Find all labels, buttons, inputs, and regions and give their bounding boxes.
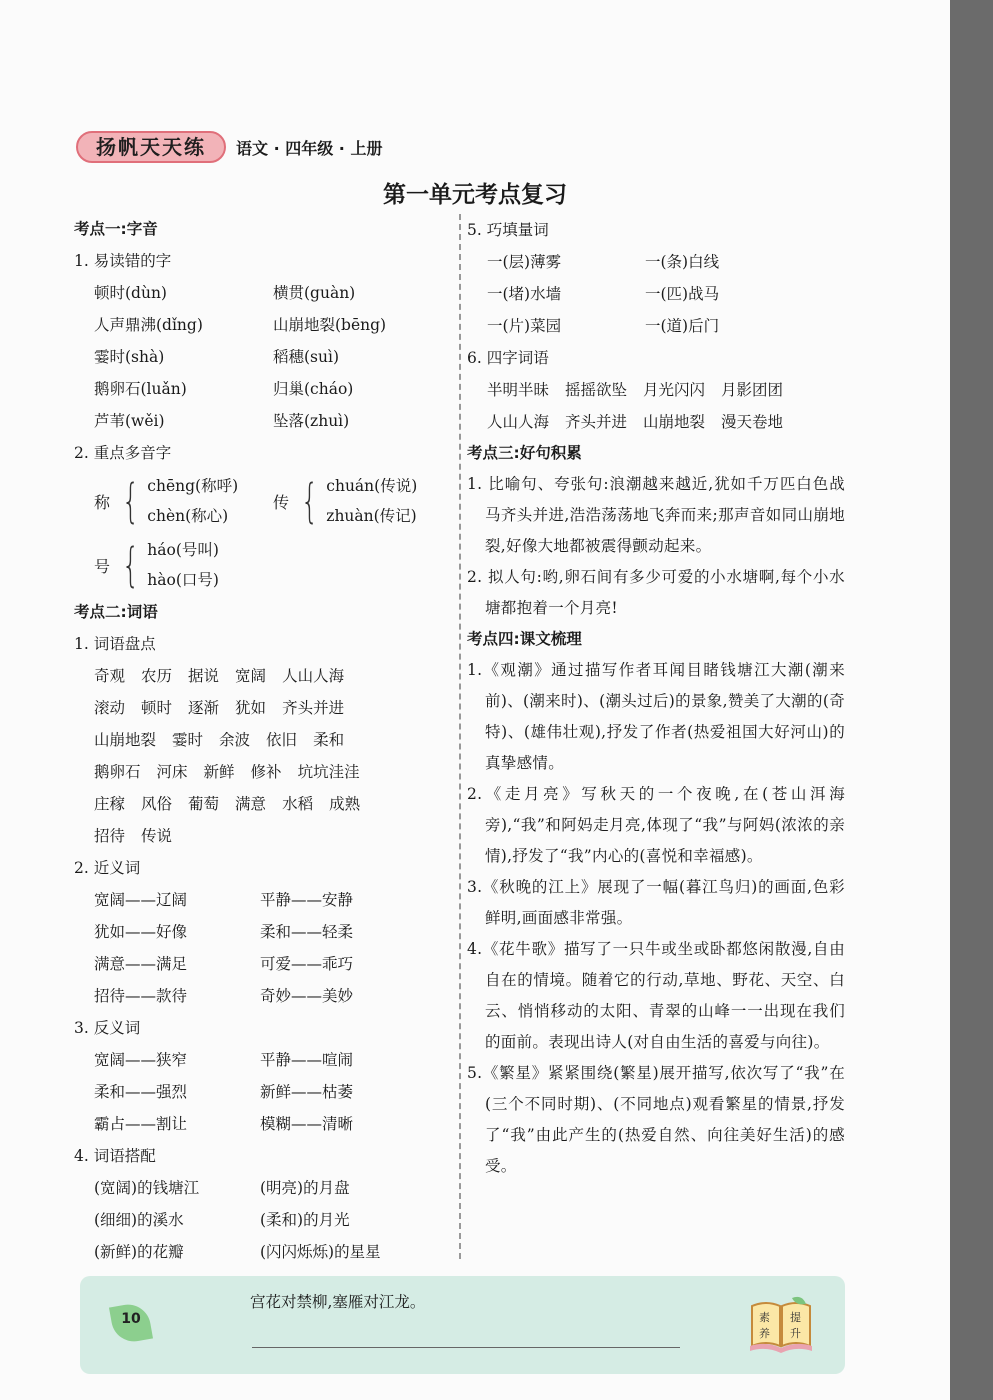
text-summary: 4.《花牛歌》描写了一只牛或坐或卧都悠闲散漫,自由自在的情境。随着它的行动,草地、野花、天空、白云、悄悄移动的太阳、青翠的山峰一一出现在我们的面前。表现出诗人(对自由生活的喜爱与向往)。 [467,940,845,1051]
subsection-heading: 6. 四字词语 [467,349,549,367]
book-text: 素 [759,1311,770,1324]
book-text: 养 [759,1327,770,1340]
subsection-heading: 4. 词语搭配 [74,1147,156,1165]
synonym-row [74,948,452,980]
pron-item: 鹅卵石(luǎn) [94,380,187,398]
polyphone-group [273,469,452,533]
pron-item: 顿时(dùn) [94,284,167,302]
pron-item: 山崩地裂(bēng) [273,316,387,334]
antonym-pair: 柔和——强烈 [94,1083,188,1101]
word: 农历 [141,667,173,685]
word-row [74,756,452,788]
antonym-row [74,1076,452,1108]
word: 逐渐 [188,699,220,717]
collocation: (宽阔)的钱塘江 [94,1179,200,1197]
synonym-row [74,980,452,1012]
word-row [74,820,452,852]
collocation: (明亮)的月盘 [260,1179,350,1197]
collocation-row [74,1204,452,1236]
word: 滚动 [94,699,126,717]
page-number: 10 [121,1311,141,1327]
pron-item: 稻穗(suì) [273,348,339,366]
book-spine [950,0,993,1400]
idiom-row [467,406,845,438]
pron-item: 霎时(shà) [94,348,165,366]
quantifier-row [467,310,845,342]
polyphone-char: 称 [94,492,111,512]
footer-quote: 宫花对禁柳,塞雁对江龙。 [250,1293,426,1311]
synonym-pair: 犹如——好像 [94,923,188,941]
antonym-pair: 宽阔——狭窄 [94,1051,188,1069]
collocation: (闪闪烁烁)的星星 [260,1243,381,1261]
word: 葡萄 [188,795,220,813]
synonym-pair: 柔和——轻柔 [260,923,354,941]
pron-row [74,373,452,405]
antonym-pair: 平静——喧闹 [260,1051,354,1069]
subsection-heading: 1. 词语盘点 [74,635,156,653]
reading: zhuàn(传记) [326,507,417,525]
pron-item: 坠落(zhuì) [273,412,350,430]
left-column [74,214,452,1268]
idiom: 月光闪闪 [643,381,706,399]
text-summary: 5.《繁星》紧紧围绕(繁星)展开描写,依次写了“我”在(三个不同时期)、(不同地点)观看繁星的情景,抒发了“我”由此产生的(热爱自然、向往美好生活)的感受。 [467,1064,845,1175]
word: 水稻 [282,795,314,813]
polyphone-group [74,533,452,597]
word-row [74,788,452,820]
word: 齐头并进 [282,699,345,717]
word: 奇观 [94,667,126,685]
word: 依旧 [266,731,298,749]
section-heading: 考点三:好句积累 [467,444,582,462]
writing-line [252,1347,680,1348]
word: 鹅卵石 [94,763,141,781]
footer-panel [80,1276,845,1374]
collocation: (柔和)的月光 [260,1211,350,1229]
pron-item: 芦苇(wěi) [94,412,165,430]
word-row [74,692,452,724]
antonym-pair: 新鲜——枯萎 [260,1083,354,1101]
brace-glyph: { [121,538,140,592]
word-row [74,724,452,756]
collocation: (细细)的溪水 [94,1211,184,1229]
reading: chèn(称心) [147,507,229,525]
pron-row [74,309,452,341]
reading: chēng(称呼) [147,477,239,495]
brand-badge: 扬帆天天练 [76,131,226,163]
polyphone-char: 号 [94,556,111,576]
antonym-row [74,1044,452,1076]
antonym-pair: 模糊——清晰 [260,1115,354,1133]
subsection-heading: 2. 重点多音字 [74,444,172,462]
word: 霎时 [172,731,204,749]
word: 招待 [94,827,126,845]
word: 山崩地裂 [94,731,157,749]
quantifier-item: 一(条)白线 [645,253,720,271]
idiom: 人山人海 [487,413,550,431]
pron-item: 归巢(cháo) [273,380,354,398]
polyphone-pair [74,469,452,533]
subsection-heading: 2. 近义词 [74,859,141,877]
reading: háo(号叫) [147,541,219,559]
idiom: 山崩地裂 [643,413,706,431]
brace-glyph: { [300,474,319,528]
pron-row [74,341,452,373]
idiom: 漫天卷地 [721,413,784,431]
quantifier-row [467,246,845,278]
synonym-pair: 可爱——乖巧 [260,955,354,973]
word: 顿时 [141,699,173,717]
collocation-row [74,1172,452,1204]
word: 犹如 [235,699,267,717]
quantifier-item: 一(层)薄雾 [487,253,562,271]
antonym-row [74,1108,452,1140]
synonym-row [74,884,452,916]
word: 人山人海 [282,667,345,685]
brace-glyph: { [121,474,140,528]
quantifier-item: 一(片)菜园 [487,317,562,335]
quantifier-item: 一(道)后门 [645,317,720,335]
quantifier-row [467,278,845,310]
pron-row [74,277,452,309]
word: 修补 [250,763,282,781]
synonym-pair: 奇妙——美妙 [260,987,354,1005]
pron-item: 横贯(guàn) [273,284,356,302]
text-summary: 3.《秋晚的江上》展现了一幅(暮江鸟归)的画面,色彩鲜明,画面感非常强。 [467,878,845,927]
synonym-pair: 平静——安静 [260,891,354,909]
word: 河床 [156,763,188,781]
word: 余波 [219,731,251,749]
sentence-personification: 2. 拟人句:哟,卵石间有多少可爱的小水塘啊,每个小水塘都抱着一个月亮! [467,568,845,617]
subsection-heading: 3. 反义词 [74,1019,141,1037]
reading: chuán(传说) [326,477,418,495]
word-row [74,660,452,692]
reading: hào(口号) [147,571,219,589]
word: 风俗 [141,795,173,813]
sentence-simile: 1. 比喻句、夸张句:浪潮越来越近,犹如千万匹白色战马齐头并进,浩浩荡荡地飞奔而来;那声音如同山崩地裂,好像大地都被震得颤动起来。 [467,475,845,555]
word: 坑坑洼洼 [297,763,360,781]
collocation-row [74,1236,452,1268]
text-summary: 1.《观潮》通过描写作者耳闻目睹钱塘江大潮(潮来前)、(潮来时)、(潮头过后)的景象,赞美了大潮的(奇特)、(雄伟壮观),抒发了作者(热爱祖国大好河山)的真挚感情。 [467,661,845,772]
word: 成熟 [329,795,361,813]
pron-item: 人声鼎沸(dǐng) [94,316,203,334]
idiom: 摇摇欲坠 [565,381,628,399]
book-text: 提 [790,1311,801,1324]
word: 柔和 [313,731,345,749]
synonym-pair: 招待——款待 [94,987,188,1005]
idiom: 月影团团 [721,381,784,399]
section-heading: 考点一:字音 [74,220,158,238]
section-heading: 考点二:词语 [74,603,158,621]
synonym-row [74,916,452,948]
word: 新鲜 [203,763,235,781]
polyphone-char: 传 [273,492,290,512]
word: 传说 [141,827,173,845]
polyphone-group [94,469,273,533]
right-column [467,214,845,1182]
word: 据说 [188,667,220,685]
quantifier-item: 一(堵)水墙 [487,285,562,303]
text-summary: 2.《走月亮》写秋天的一个夜晚,在(苍山洱海旁),“我”和阿妈走月亮,体现了“我”与阿妈(浓浓的亲情),抒发了“我”内心的(喜悦和幸福感)。 [467,785,845,865]
subsection-heading: 1. 易读错的字 [74,252,172,270]
section-heading: 考点四:课文梳理 [467,630,582,648]
subject-label: 语文 · 四年级 · 上册 [236,139,383,158]
subsection-heading: 5. 巧填量词 [467,221,549,239]
idiom: 齐头并进 [565,413,628,431]
synonym-pair: 宽阔——辽阔 [94,891,188,909]
idiom-row [467,374,845,406]
page-title: 第一单元考点复习 [383,182,567,208]
column-divider [459,214,461,1259]
word: 宽阔 [235,667,267,685]
open-book-icon [746,1296,816,1354]
collocation: (新鲜)的花瓣 [94,1243,184,1261]
word: 满意 [235,795,267,813]
idiom: 半明半昧 [487,381,550,399]
word: 庄稼 [94,795,126,813]
pron-row [74,405,452,437]
antonym-pair: 霸占——割让 [94,1115,188,1133]
synonym-pair: 满意——满足 [94,955,188,973]
quantifier-item: 一(匹)战马 [645,285,720,303]
book-text: 升 [790,1327,801,1340]
